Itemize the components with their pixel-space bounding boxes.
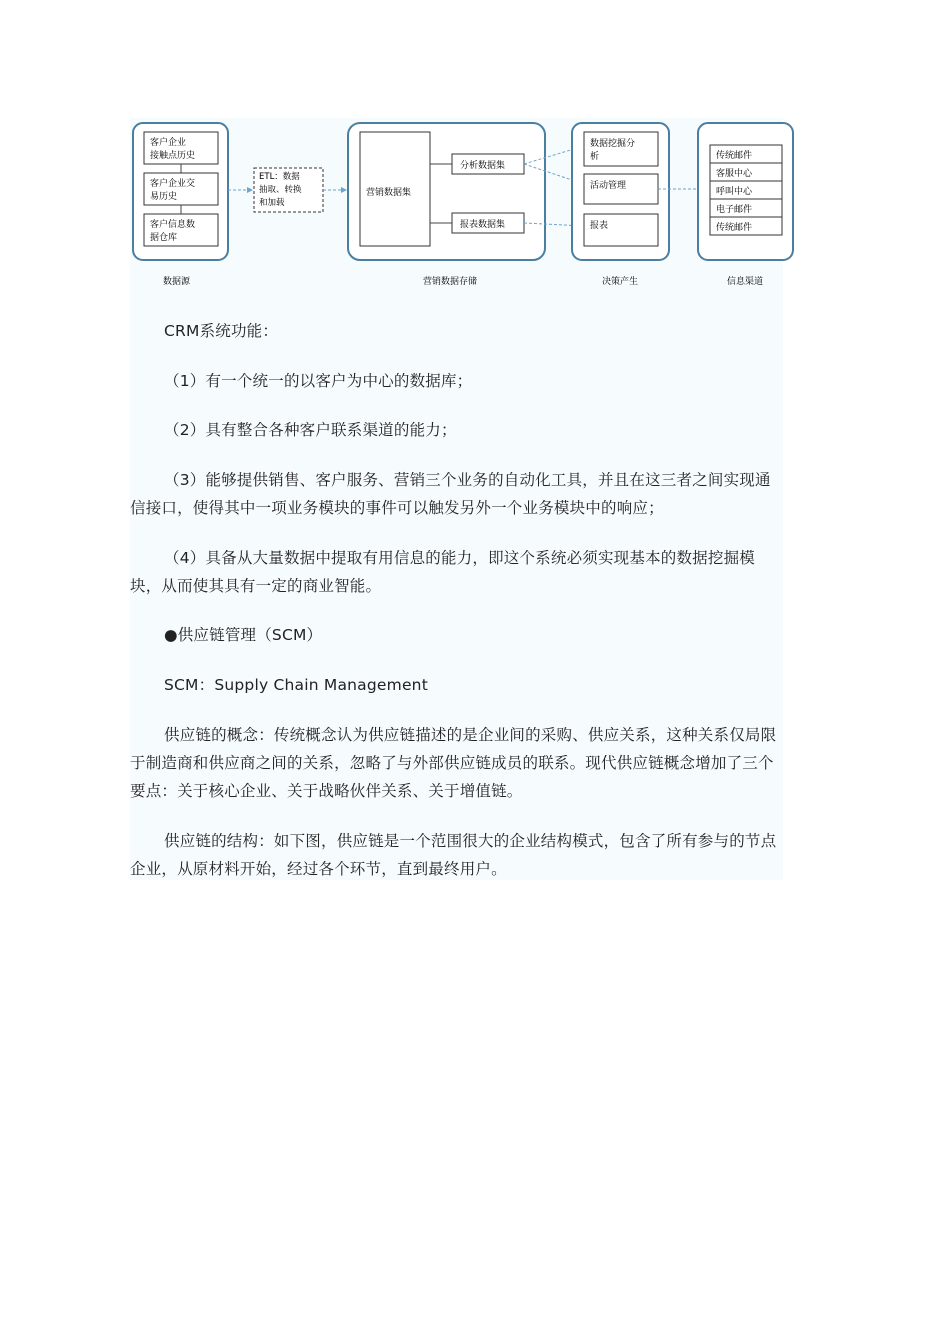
source-1-line-1: 客户企业 [150, 138, 187, 148]
source-2-line-1: 客户企业交 [150, 179, 196, 189]
decision-caption: 决策产生 [602, 277, 639, 287]
etl-line-1: ETL：数据 [259, 172, 300, 182]
source-3-line-2: 据仓库 [150, 233, 178, 243]
crm-item-3: （3）能够提供销售、客户服务、营销三个业务的自动化工具，并且在这三者之间实现通信接口，使得其中一项业务模块的事件可以触发另外一个业务模块中的响应； [130, 471, 771, 517]
marketing-db-label: 营销数据集 [366, 188, 412, 198]
source-2-line-2: 易历史 [150, 192, 178, 202]
channel-item-4: 电子邮件 [716, 205, 753, 215]
channel-item-3: 呼叫中心 [716, 187, 753, 197]
marketing-storage-caption: 营销数据存储 [423, 277, 478, 287]
crm-item-1: （1）有一个统一的以客户为中心的数据库； [164, 372, 473, 390]
scm-concept-paragraph: 供应链的概念：传统概念认为供应链描述的是企业间的采购、供应关系，这种关系仅局限于制造商和供应商之间的关系，忽略了与外部供应链成员的联系。现代供应链概念增加了三个要点：关于核心企业、关于战略伙伴关系、关于增值链。 [130, 726, 777, 800]
data-mining-line-2: 析 [590, 152, 600, 162]
report-db-label: 报表数据集 [460, 220, 506, 230]
crm-architecture-diagram [130, 118, 795, 293]
scm-structure-paragraph: 供应链的结构：如下图，供应链是一个范围很大的企业结构模式，包含了所有参与的节点企业，从原材料开始，经过各个环节，直到最终用户。 [130, 832, 777, 878]
report-label: 报表 [590, 221, 609, 231]
channel-item-5: 传统邮件 [716, 223, 753, 233]
source-1-line-2: 接触点历史 [150, 151, 196, 161]
data-source-caption: 数据源 [163, 277, 191, 287]
etl-line-3: 和加载 [259, 198, 285, 208]
crm-item-2: （2）具有整合各种客户联系渠道的能力； [164, 421, 457, 439]
scm-heading: ●供应链管理（SCM） [164, 626, 323, 644]
channel-item-1: 传统邮件 [716, 151, 753, 161]
campaign-mgmt-label: 活动管理 [590, 181, 627, 191]
data-mining-line-1: 数据挖掘分 [590, 139, 636, 149]
crm-functions-title: CRM系统功能： [164, 322, 279, 340]
info-channels-caption: 信息渠道 [727, 277, 764, 287]
channel-item-2: 客服中心 [716, 169, 753, 179]
crm-item-4: （4）具备从大量数据中提取有用信息的能力，即这个系统必须实现基本的数据挖掘模块，从而使其具有一定的商业智能。 [130, 549, 755, 595]
etl-line-2: 抽取、转换 [259, 185, 302, 195]
source-3-line-1: 客户信息数 [150, 220, 196, 230]
scm-full-name: SCM：Supply Chain Management [164, 676, 428, 694]
analysis-db-label: 分析数据集 [460, 161, 506, 171]
